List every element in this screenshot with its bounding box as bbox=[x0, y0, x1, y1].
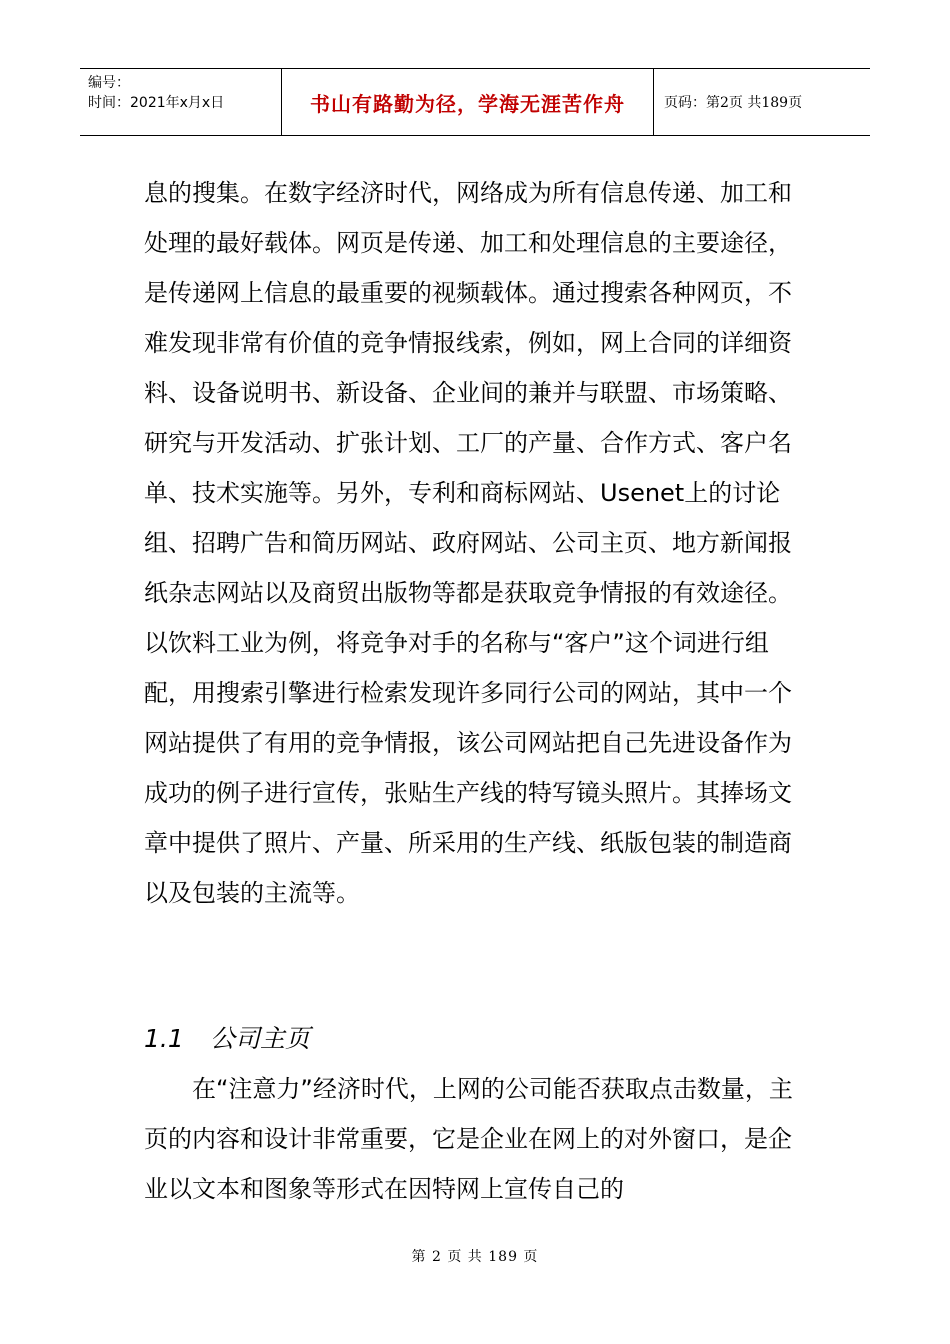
body-text bbox=[144, 168, 794, 918]
section-title: 公司主页 bbox=[210, 1024, 311, 1053]
section-heading bbox=[144, 1014, 310, 1064]
document-time-label: 时间：2021年x月x日 bbox=[88, 95, 225, 111]
section-text bbox=[144, 1064, 794, 1214]
section-paragraph: 在“注意力”经济时代，上网的公司能否获取点击数量，主页的内容和设计非常重要，它是企业在网上的对外窗口，是企业以文本和图象等形式在因特网上宣传自己的 bbox=[144, 1075, 793, 1203]
header-page-info: 页码：第2页 共189页 bbox=[664, 95, 803, 111]
header-motto: 书山有路勤为径，学海无涯苦作舟 bbox=[282, 69, 654, 135]
header-meta-cell bbox=[80, 69, 282, 135]
body-paragraph: 息的搜集。在数字经济时代，网络成为所有信息传递、加工和处理的最好载体。网页是传递、加工和处理信息的主要途径，是传递网上信息的最重要的视频载体。通过搜索各种网页，不难发现非常有价值的竞争情报线索，例如，网上合同的详细资料、设备说明书、新设备、企业间的兼并与联盟、市场策略、研究与开发活动、扩张计划、工厂的产量、合作方式、客户名单、技术实施等。另外，专利和商标网站、Usenet上的讨论组、招聘广告和简历网站、政府网站、公司主页、地方新闻报纸杂志网站以及商贸出版物等都是获取竞争情报的有效途径。以饮料工业为例，将竞争对手的名称与“客户”这个词进行组配，用搜索引擎进行检索发现许多同行公司的网站，其中一个网站提供了有用的竞争情报，该公司网站把自己先进设备作为成功的例子进行宣传，张贴生产线的特写镜头照片。其捧场文章中提供了照片、产量、所采用的生产线、纸版包装的制造商以及包装的主流等。 bbox=[144, 179, 792, 907]
document-number-label: 编号： bbox=[88, 75, 130, 91]
section-number: 1.1 bbox=[144, 1024, 184, 1053]
page-footer: 第 2 页 共 189 页 bbox=[411, 1249, 539, 1265]
header-table bbox=[80, 68, 870, 136]
